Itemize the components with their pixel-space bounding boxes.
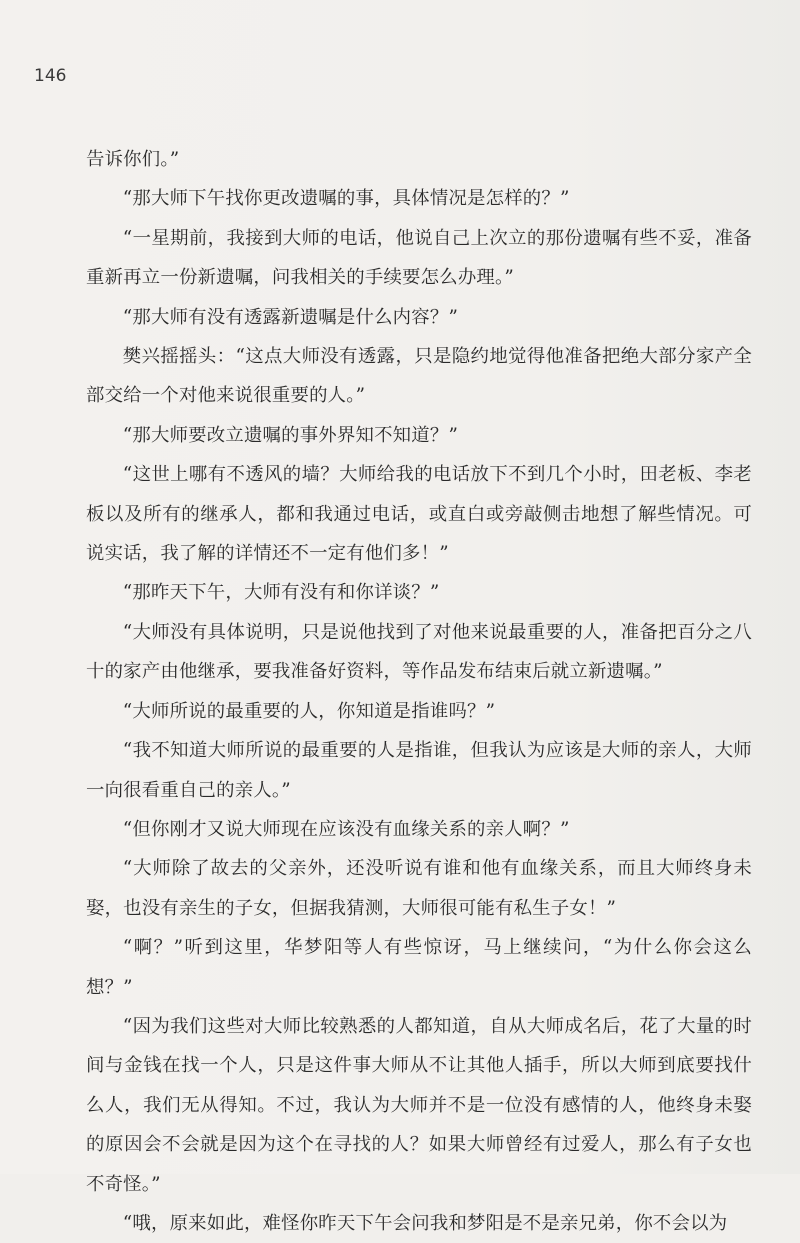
paragraph: “大师所说的最重要的人，你知道是指谁吗？”	[122, 700, 496, 722]
paragraph: 樊兴摇摇头：“这点大师没有透露，只是隐约地觉得他准备把绝大部分家产全部交给一个对他来说很重要的人。”	[86, 346, 752, 407]
paragraph: “因为我们这些对大师比较熟悉的人都知道，自从大师成名后，花了大量的时间与金钱在找一个人，只是这件事大师从不让其他人插手，所以大师到底要找什么人，我们无从得知。不过，我认为大师并不是一位没有感情的人，他终身未娶的原因会不会就是因为这个在寻找的人？如果大师曾经有过爱人，那么有子女也不奇怪。”	[86, 1015, 752, 1195]
paragraph: “大师没有具体说明，只是说他找到了对他来说最重要的人，准备把百分之八十的家产由他继承，要我准备好资料，等作品发布结束后就立新遗嘱。”	[86, 621, 752, 683]
paragraph: “一星期前，我接到大师的电话，他说自己上次立的那份遗嘱有些不妥，准备重新再立一份新遗嘱，问我相关的手续要怎么办理。”	[86, 227, 752, 289]
paragraph: “这世上哪有不透风的墙？大师给我的电话放下不到几个小时，田老板、李老板以及所有的继承人，都和我通过电话，或直白或旁敲侧击地想了解些情况。可说实话，我了解的详情还不一定有他们多！”	[86, 464, 752, 565]
paragraph: “大师除了故去的父亲外，还没听说有谁和他有血缘关系，而且大师终身未娶，也没有亲生的子女，但据我猜测，大师很可能有私生子女！”	[86, 858, 752, 919]
paragraph: “那大师有没有透露新遗嘱是什么内容？”	[122, 306, 459, 328]
paragraph: “啊？”听到这里，华梦阳等人有些惊讶，马上继续问，“为什么你会这么想？”	[86, 937, 752, 998]
paragraph: “但你刚才又说大师现在应该没有血缘关系的亲人啊？”	[122, 818, 570, 840]
paragraph: “我不知道大师所说的最重要的人是指谁，但我认为应该是大师的亲人，大师一向很看重自己的亲人。”	[86, 740, 752, 801]
paragraph: “那大师要改立遗嘱的事外界知不知道？”	[122, 424, 459, 446]
page-number: 146	[34, 66, 67, 86]
paragraph: 告诉你们。”	[86, 149, 180, 170]
paragraph: “那大师下午找你更改遗嘱的事，具体情况是怎样的？”	[122, 188, 570, 210]
paragraph: “哦，原来如此，难怪你昨天下午会问我和梦阳是不是亲兄弟，你不会以为	[122, 1212, 728, 1234]
paragraph: “那昨天下午，大师有没有和你详谈？”	[122, 582, 440, 604]
body-text	[86, 140, 752, 1243]
